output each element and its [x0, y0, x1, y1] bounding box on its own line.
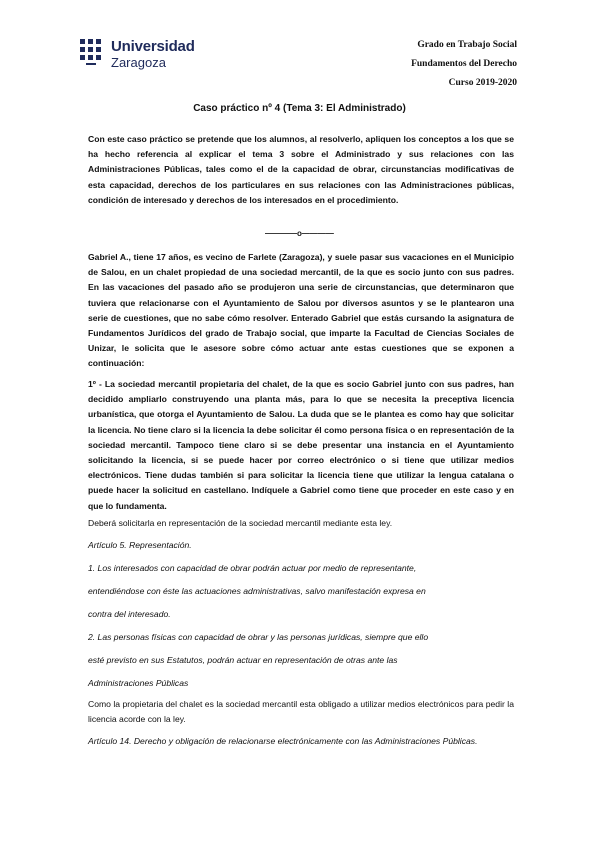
- section-separator: ————o————: [265, 229, 334, 238]
- logo-word-zaragoza: Zaragoza: [111, 55, 166, 70]
- answer-2: Como la propietaria del chalet es la sociedad mercantil esta obligado a utilizar medios electrónicos para pedir la licencia acorde con la ley.: [88, 699, 514, 724]
- header-degree: Grado en Trabajo Social: [417, 40, 517, 50]
- header-course-year: Curso 2019-2020: [448, 78, 517, 88]
- article-5-line: 2. Las personas físicas con capacidad de obrar y las personas jurídicas, siempre que ello: [88, 632, 429, 642]
- university-logo: [79, 38, 199, 74]
- article-5-line: contra del interesado.: [88, 609, 171, 619]
- article-14-title: Artículo 14. Derecho y obligación de relacionarse electrónicamente con las Administraciones Públicas.: [88, 736, 478, 746]
- article-5-line: Administraciones Públicas: [88, 678, 189, 688]
- logo-word-universidad: Universidad: [111, 38, 195, 55]
- question-1: 1º - La sociedad mercantil propietaria del chalet, de la que es socio Gabriel junto con sus padres, han decidido ampliarlo construyendo una planta más, para lo que se necesita la preceptiva licencia urbanística, que otorga el Ayuntamiento de Salou. La duda que se le plantea es como hay que solicitar la licencia. No tiene claro si la licencia la debe solicitar él como persona física o en representación de la sociedad mercantil. Tampoco tiene claro si se debe presentar una instancia en el Ayuntamiento solicitando la licencia, si se puede hacer por correo electrónico o si tiene que utilizar medios electrónicos. Tiene dudas también si para solicitar la licencia tiene que utilizar la lengua catalana o puede hacer la solicitud en castellano. Indíquele a Gabriel como tiene que proceder en este caso y en que lo fundamenta.: [88, 379, 514, 511]
- case-paragraph: Gabriel A., tiene 17 años, es vecino de Farlete (Zaragoza), y suele pasar sus vacaciones en el Municipio de Salou, en un chalet propiedad de una sociedad mercantil, de la que es socio junto con sus padres. En las vacaciones del pasado año se produjeron una serie de circunstancias, que determinaron que tuviera que relacionarse con el Ayuntamiento de Salou por diversos asuntos y se le plantearon una serie de cuestiones, que no sabe cómo resolver. Enterado Gabriel que estás cursando la asignatura de Fundamentos Jurídicos del grado de Trabajo social, que imparte la Facultad de Ciencias Sociales de Unizar, le solicita que le asesore sobre cómo actuar ante estas cuestiones que se exponen a continuación:: [88, 252, 514, 369]
- course-header: [411, 36, 517, 93]
- document-title: Caso práctico nº 4 (Tema 3: El Administrado): [193, 103, 406, 114]
- header-subject: Fundamentos del Derecho: [411, 59, 517, 69]
- intro-paragraph: Con este caso práctico se pretende que los alumnos, al resolverlo, apliquen los conceptos a los que se ha hecho referencia al explicar el tema 3 sobre el Administrado y sus relaciones con las Administraciones Públicas, tales como el de la capacidad de obrar, circunstancias modificativas de esta capacidad, derechos de los particulares en sus relaciones con las Administraciones públicas, condición de interesado y derechos de los interesados en el procedimiento.: [88, 134, 514, 205]
- article-5-line: 1. Los interesados con capacidad de obrar podrán actuar por medio de representante,: [88, 563, 417, 573]
- university-crest-icon: [79, 38, 103, 68]
- article-5-line: entendiéndose con éste las actuaciones administrativas, salvo manifestación expresa en: [88, 586, 426, 596]
- article-5-title: Artículo 5. Representación.: [88, 540, 192, 550]
- answer-1: Deberá solicitarla en representación de la sociedad mercantil mediante esta ley.: [88, 518, 393, 528]
- article-5-line: esté previsto en sus Estatutos, podrán actuar en representación de otras ante las: [88, 655, 398, 665]
